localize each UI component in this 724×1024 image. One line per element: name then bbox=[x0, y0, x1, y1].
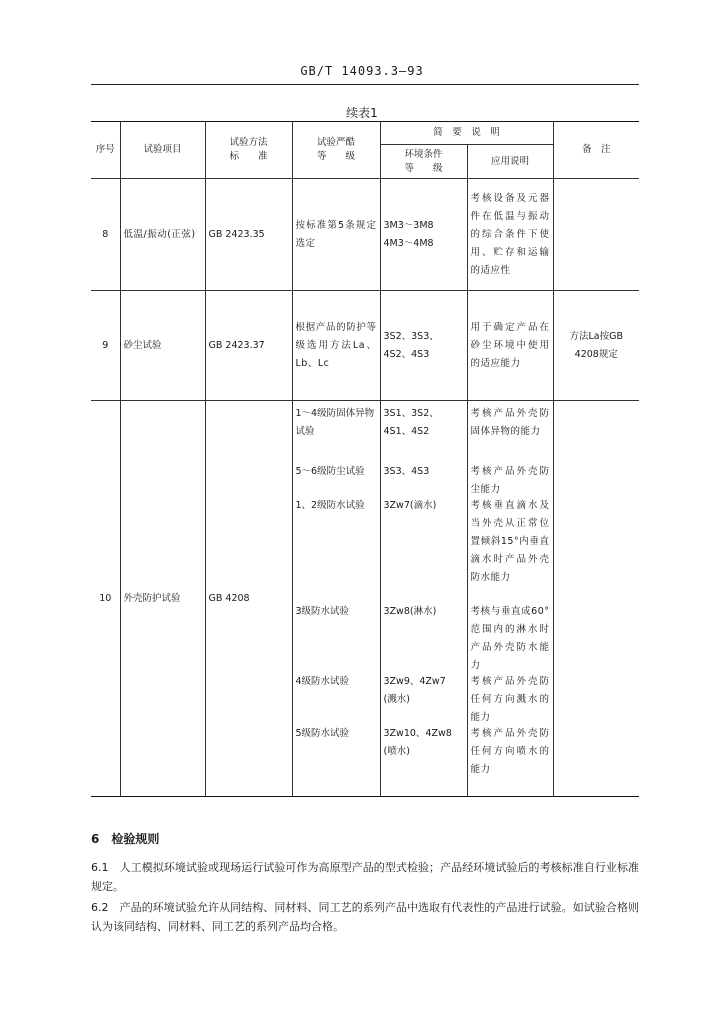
standard-code-header: GB/T 14093.3—93 bbox=[300, 64, 424, 78]
header-rule bbox=[91, 84, 639, 85]
sub-app: 考核产品外壳防尘能力 bbox=[470, 466, 550, 495]
row-remark bbox=[553, 401, 639, 797]
sub-env: 3S1、3S2、 4S1、4S2 bbox=[383, 408, 439, 437]
row-remark bbox=[553, 179, 639, 291]
sub-app: 考核垂直滴水及当外壳从正常位置倾斜15°内垂直滴水时产品外壳防水能力 bbox=[470, 500, 550, 583]
sub-app: 考核产品外壳防任何方向喷水的能力 bbox=[470, 728, 550, 775]
sub-env: 3Zw9、4Zw7 (溅水) bbox=[383, 676, 446, 705]
clause-6-1: 6.1 人工模拟环境试验或现场运行试验可作为高原型产品的型式检验；产品经环境试验后的考核标准自行业标准规定。 bbox=[91, 861, 639, 893]
row-env: 3M3～3M8 4M3～4M8 bbox=[380, 179, 467, 291]
header-method: 试验方法 标 准 bbox=[205, 122, 292, 179]
row-item: 外壳防护试验 bbox=[120, 401, 205, 797]
row-app: 考核设备及元器件在低温与振动的综合条件下使用、贮存和运输的适应性 bbox=[467, 179, 553, 291]
sub-severity: 1～4级防固体异物试验 bbox=[295, 408, 375, 437]
test-items-table bbox=[91, 121, 639, 797]
sub-severity: 4级防水试验 bbox=[295, 676, 350, 687]
sub-app: 考核产品外壳防任何方向溅水的能力 bbox=[470, 676, 550, 723]
sub-env: 3Zw10、4Zw8 (喷水) bbox=[383, 728, 452, 757]
table-caption: 续表1 bbox=[346, 106, 378, 120]
header-brief: 简 要 说 明 bbox=[380, 122, 553, 145]
row-no: 10 bbox=[91, 401, 120, 797]
row-method: GB 4208 bbox=[205, 401, 292, 797]
table-row bbox=[91, 401, 639, 797]
row-app-list bbox=[467, 401, 553, 797]
header-app: 应用说明 bbox=[467, 145, 553, 179]
sub-env: 3Zw7(滴水) bbox=[383, 500, 437, 511]
header-no: 序号 bbox=[91, 122, 120, 179]
sub-severity: 5级防水试验 bbox=[295, 728, 350, 739]
row-env: 3S2、3S3、 4S2、4S3 bbox=[380, 291, 467, 401]
sub-severity: 3级防水试验 bbox=[295, 606, 350, 617]
table-row bbox=[91, 291, 639, 401]
table-row bbox=[91, 179, 639, 291]
sub-severity: 1、2级防水试验 bbox=[295, 500, 365, 511]
sub-env: 3S3、4S3 bbox=[383, 466, 430, 477]
row-no: 9 bbox=[91, 291, 120, 401]
sub-env: 3Zw8(淋水) bbox=[383, 606, 437, 617]
section-6-title: 6 检验规则 bbox=[91, 832, 160, 846]
row-item: 砂尘试验 bbox=[120, 291, 205, 401]
header-env: 环境条件 等 级 bbox=[380, 145, 467, 179]
clause-6-2: 6.2 产品的环境试验允许从同结构、同材料、同工艺的系列产品中选取有代表性的产品进行试验。如试验合格则认为该同结构、同材料、同工艺的系列产品均合格。 bbox=[91, 901, 639, 933]
row-app: 用于确定产品在砂尘环境中使用的适应能力 bbox=[467, 291, 553, 401]
row-severity: 按标准第5条规定选定 bbox=[292, 179, 380, 291]
row-item: 低温/振动(正弦) bbox=[120, 179, 205, 291]
header-severity: 试验严酷 等 级 bbox=[292, 122, 380, 179]
row-method: GB 2423.35 bbox=[205, 179, 292, 291]
sub-app: 考核产品外壳防固体异物的能力 bbox=[470, 408, 550, 437]
header-item: 试验项目 bbox=[120, 122, 205, 179]
header-remark: 备 注 bbox=[553, 122, 639, 179]
row-method: GB 2423.37 bbox=[205, 291, 292, 401]
row-remark: 方法La按GB 4208规定 bbox=[553, 291, 639, 401]
row-env-list bbox=[380, 401, 467, 797]
sub-app: 考核与垂直成60°范围内的淋水时产品外壳防水能力 bbox=[470, 606, 550, 671]
sub-severity: 5～6级防尘试验 bbox=[295, 466, 365, 477]
row-severity-list bbox=[292, 401, 380, 797]
row-no: 8 bbox=[91, 179, 120, 291]
row-severity: 根据产品的防护等级选用方法La、Lb、Lc bbox=[292, 291, 380, 401]
